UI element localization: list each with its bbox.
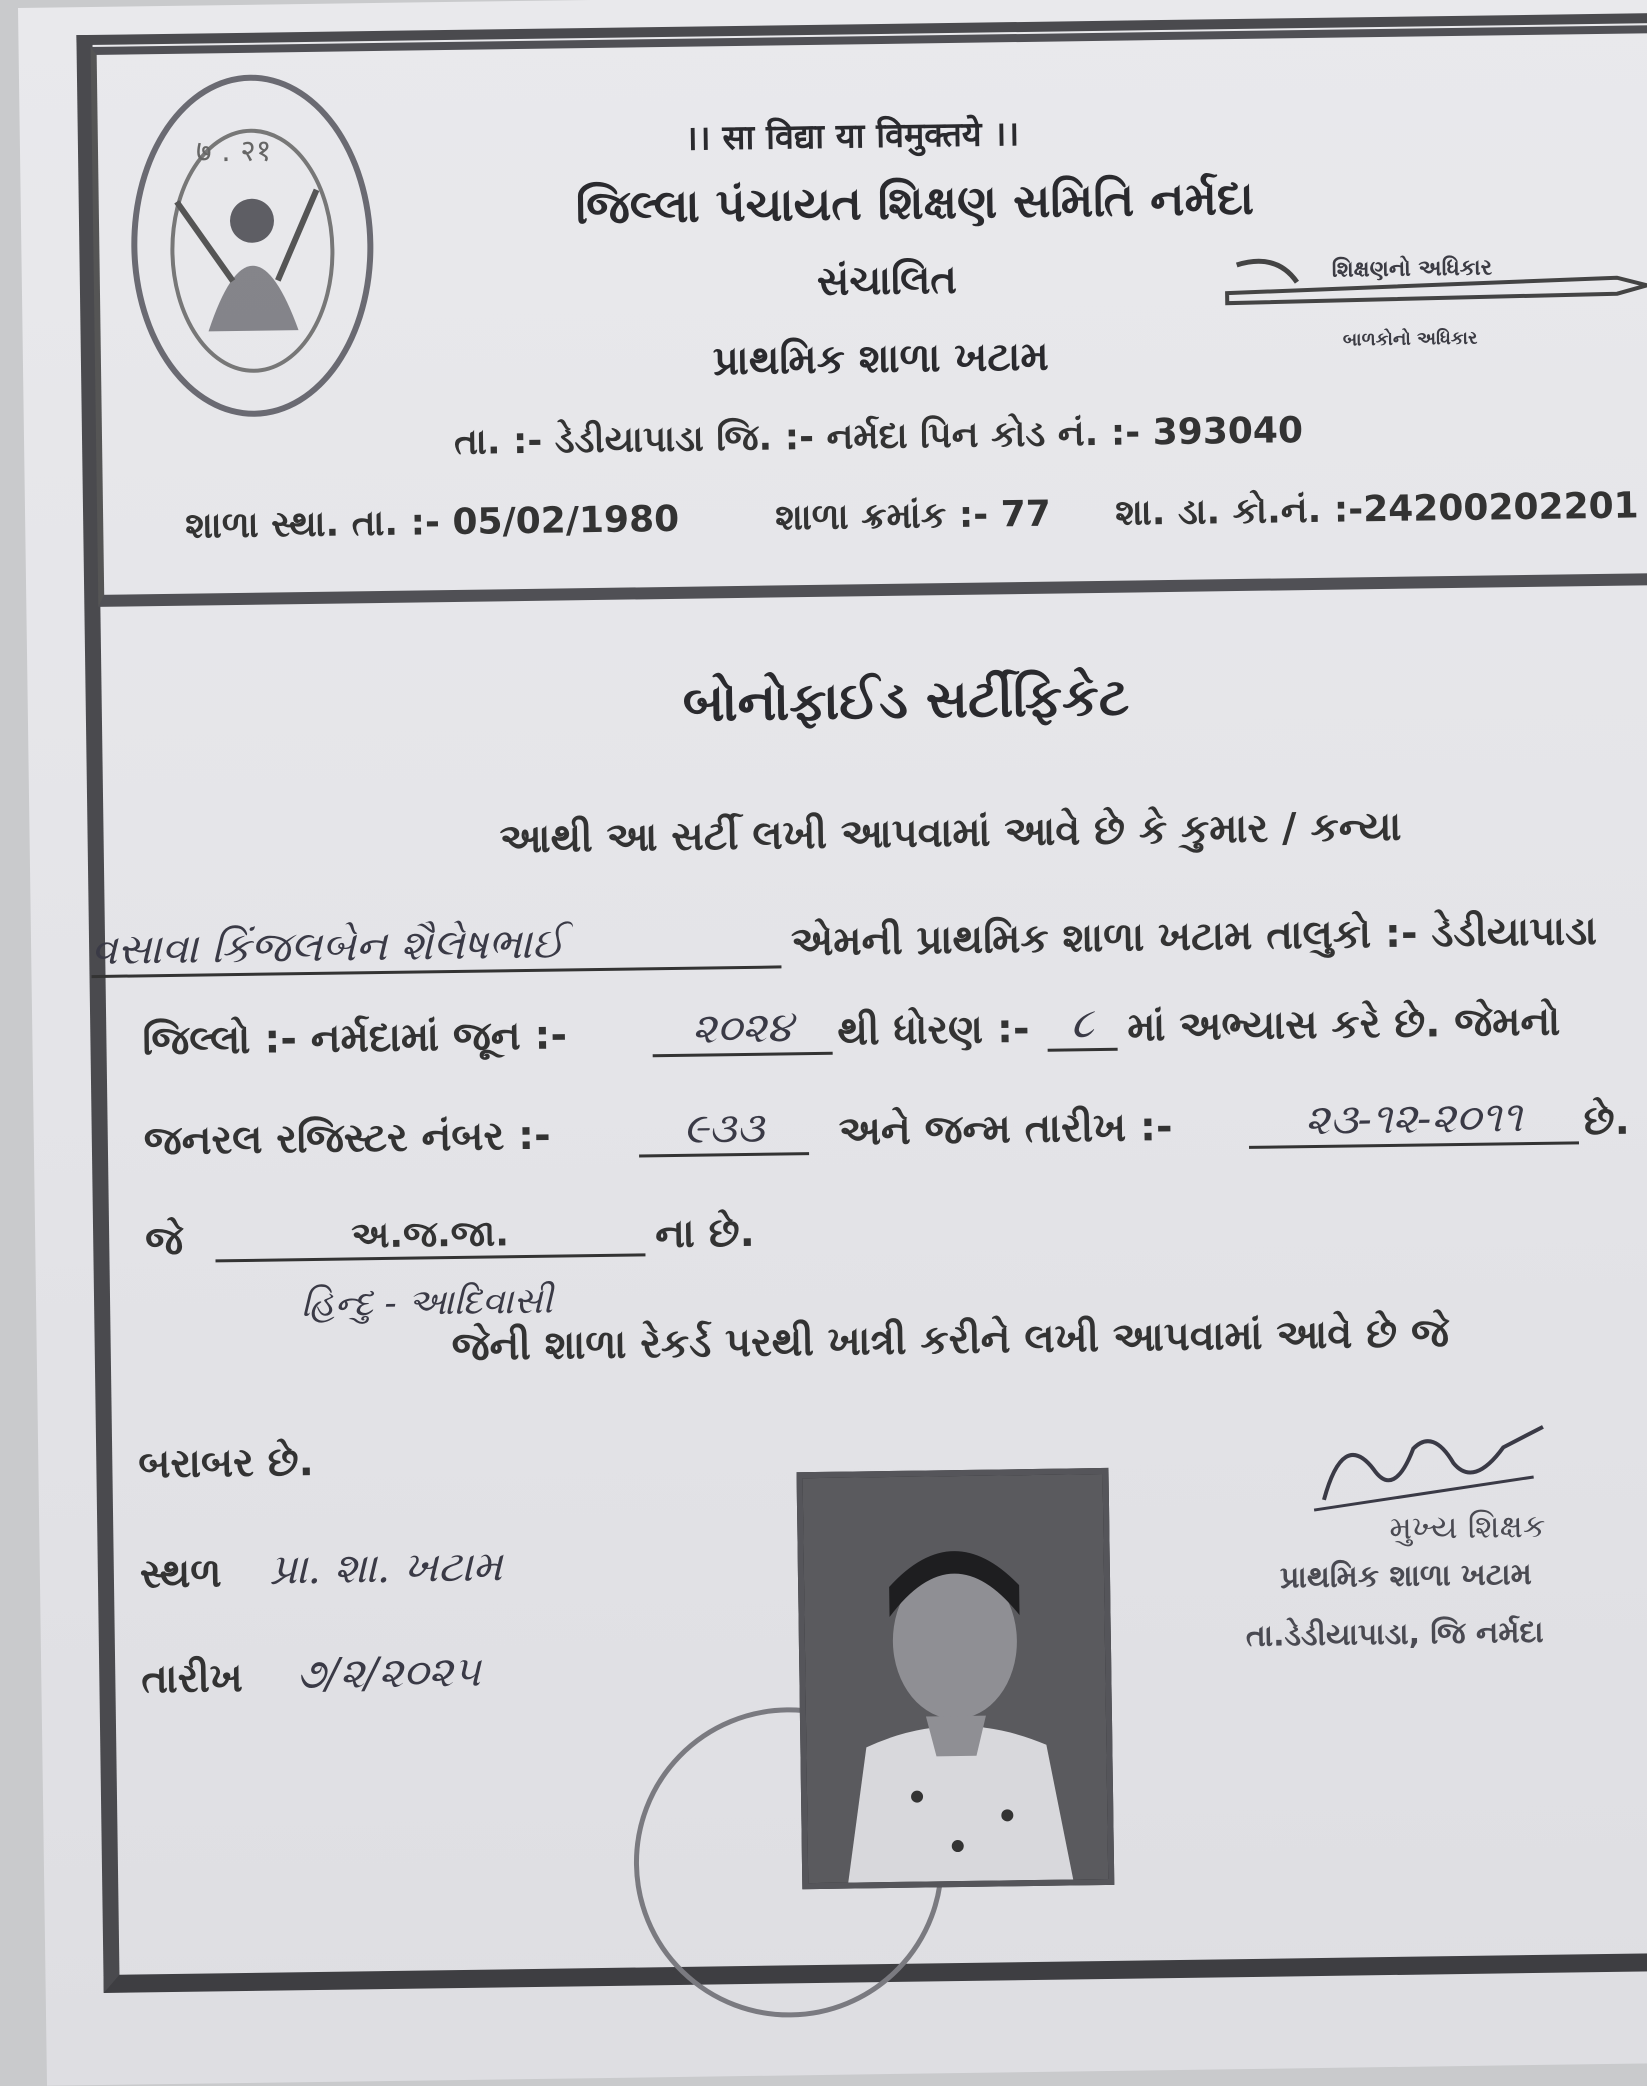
certificate-line-7: બરાબર છે. — [138, 1439, 315, 1488]
place-label: સ્થળ — [139, 1550, 222, 1598]
certificate-line-5a: જે — [144, 1217, 184, 1265]
date-value: ૭/૨/૨૦૨૫ — [295, 1646, 481, 1699]
certificate-line-3a: જિલ્લો :- નર્મદામાં જૂન :- — [142, 1012, 568, 1065]
school-name-heading: પ્રાથમિક શાળા ખટામ — [712, 333, 1049, 385]
admission-year: ૨૦૨૪ — [652, 1002, 833, 1058]
birth-date: ૨૩-૧૨-૨૦૧૧ — [1248, 1091, 1579, 1149]
motto: ।। सा विद्या या विमुक्तये ।। — [684, 114, 1020, 159]
certificate-paper — [18, 0, 1647, 2086]
address-line: તા. :- ડેડીયાપાડા જિ. :- નર્મદા પિન કોડ નં. :- 393040 — [453, 410, 1304, 463]
student-portrait-image — [803, 1474, 1109, 1883]
certificate-line-2: એમની પ્રાથમિક શાળા ખટામ તાલુકો :- ડેડીયાપાડા — [790, 908, 1598, 966]
standard: ૮ — [1047, 998, 1118, 1052]
certificate-line-4a: જનરલ રજિસ્ટર નંબર :- — [143, 1112, 551, 1165]
category: અ.જ.જા. — [215, 1211, 646, 1262]
rte-stamp-text: શિક્ષણનો અધિકાર — [1331, 255, 1493, 283]
certificate-line-3b: થી ધોરણ :- — [837, 1005, 1030, 1055]
certificate-line-1: આથી આ સર્ટી લખી આપવામાં આવે છે કે કુમાર / કન્યા — [499, 803, 1402, 863]
sanchalit-label: સંચાલિત — [816, 256, 958, 305]
school-logo-seal — [129, 73, 376, 418]
general-register-number: ૯૩૩ — [638, 1102, 809, 1157]
student-photo — [797, 1468, 1115, 1889]
religion: હિન્દુ - આદિવાસી — [300, 1280, 554, 1326]
certificate-title: બોનોફાઈડ સર્ટીફિકેટ — [682, 667, 1130, 734]
certificate-line-4c: છે. — [1583, 1097, 1631, 1145]
signatory-taluka: તા.ડેડીયાપાડા, જિ નર્મદા — [1245, 1614, 1544, 1655]
student-name: વસાવા કિંજલબેન શૈલેષભાઈ — [91, 915, 782, 978]
signatory-school: પ્રાથમિક શાળા ખટામ — [1279, 1557, 1533, 1596]
svg-text:७ . २१: ७ . २१ — [195, 133, 272, 170]
signature-icon — [1303, 1407, 1565, 1521]
certificate-line-6: જેની શાળા રેકર્ડ પરથી ખાત્રી કરીને લખી આપવામાં આવે છે જે — [451, 1310, 1450, 1371]
place-value: પ્રા. શા. ખટામ — [269, 1541, 503, 1594]
school-number: શાળા ક્રમાંક :- 77 — [774, 493, 1052, 539]
certificate-line-4b: અને જન્મ તારીખ :- — [838, 1103, 1173, 1155]
certificate-line-5b: ના છે. — [654, 1209, 756, 1258]
rte-stamp-subtext: બાળકોનો અધિકાર — [1342, 327, 1478, 351]
organization-name: જિલ્લા પંચાયત શિક્ષણ સમિતિ નર્મદા — [575, 170, 1255, 235]
signatory-title: મુખ્ય શિક્ષક — [1389, 1506, 1546, 1547]
dise-code: શા. ડા. કો.નં. :-24200202201 — [1114, 485, 1639, 534]
saraswati-emblem-icon — [135, 79, 370, 412]
establishment-date: શાળા સ્થા. તા. :- 05/02/1980 — [184, 498, 680, 547]
certificate-line-3c: માં અભ્યાસ કરે છે. જેમનો — [1127, 998, 1561, 1051]
date-label: તારીખ — [141, 1655, 243, 1703]
